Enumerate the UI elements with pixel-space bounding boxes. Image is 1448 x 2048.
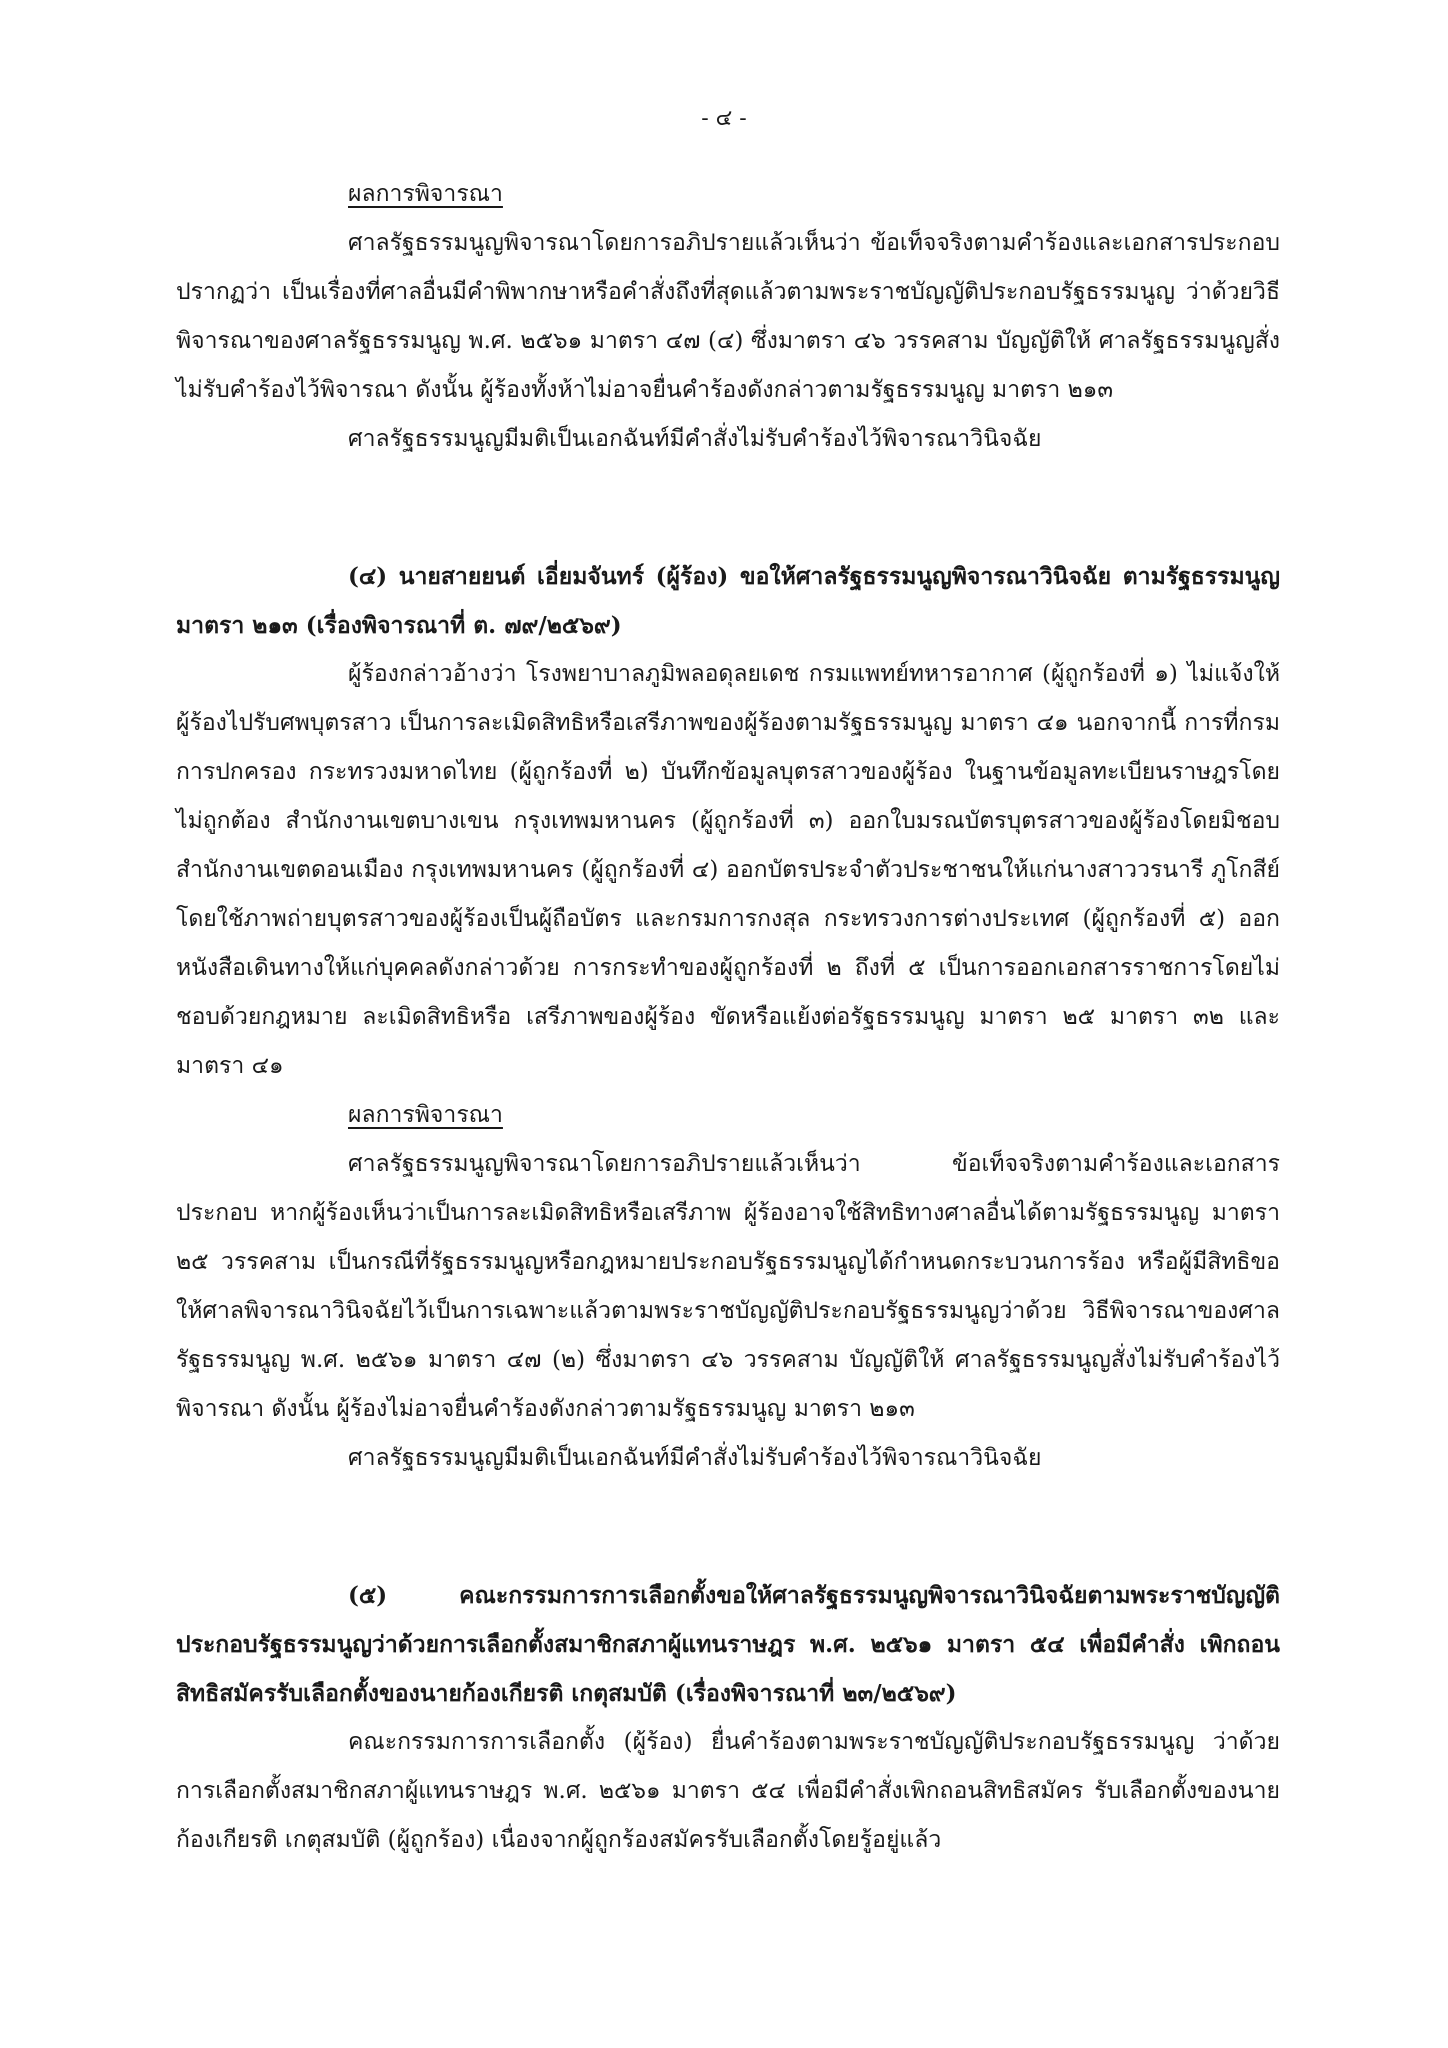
section-heading: ผลการพิจารณา <box>348 1102 503 1128</box>
paragraph: ศาลรัฐธรรมนูญพิจารณาโดยการอภิปรายแล้วเห็นว่า ข้อเท็จจริงตามคำร้องและเอกสาร ประกอบ หากผู้ร้องเห็นว่าเป็นการละเมิดสิทธิหรือเสรีภาพ ผู้ร้องอาจใช้สิทธิทางศาลอื่นได้ตามรัฐธรรมนูญ มาตรา ๒๕ วรรคสาม เป็นกรณีที่รัฐธรรมนูญหรือกฎหมายประกอบรัฐธรรมนูญได้กำหนดกระบวนการร้อง หรือผู้มีสิทธิขอให้ศาลพิจารณาวินิจฉัยไว้เป็นการเฉพาะแล้วตามพระราชบัญญัติประกอบรัฐธรรมนูญว่าด้วย วิธีพิจารณาของศาลรัฐธรรมนูญ พ.ศ. ๒๕๖๑ มาตรา ๔๗ (๒) ซึ่งมาตรา ๔๖ วรรคสาม บัญญัติให้ ศาลรัฐธรรมนูญสั่งไม่รับคำร้องไว้พิจารณา ดังนั้น ผู้ร้องไม่อาจยื่นคำร้องดังกล่าวตามรัฐธรรมนูญ มาตรา ๒๑๓ <box>176 1151 1280 1422</box>
paragraph: ศาลรัฐธรรมนูญพิจารณาโดยการอภิปรายแล้วเห็นว่า ข้อเท็จจริงตามคำร้องและเอกสารประกอบ ปรากฏว่า เป็นเรื่องที่ศาลอื่นมีคำพิพากษาหรือคำสั่งถึงที่สุดแล้วตามพระราชบัญญัติประกอบรัฐธรรมนูญ ว่าด้วยวิธีพิจารณาของศาลรัฐธรรมนูญ พ.ศ. ๒๕๖๑ มาตรา ๔๗ (๔) ซึ่งมาตรา ๔๖ วรรคสาม บัญญัติให้ ศาลรัฐธรรมนูญสั่งไม่รับคำร้องไว้พิจารณา ดังนั้น ผู้ร้องทั้งห้าไม่อาจยื่นคำร้องดังกล่าวตามรัฐธรรมนูญ มาตรา ๒๑๓ <box>176 230 1280 403</box>
conclusion-paragraph: ศาลรัฐธรรมนูญมีมติเป็นเอกฉันท์มีคำสั่งไม่รับคำร้องไว้พิจารณาวินิจฉัย <box>348 1445 1042 1471</box>
paragraph: คณะกรรมการการเลือกตั้ง (ผู้ร้อง) ยื่นคำร้องตามพระราชบัญญัติประกอบรัฐธรรมนูญ ว่าด้วยการเลือกตั้งสมาชิกสภาผู้แทนราษฎร พ.ศ. ๒๕๖๑ มาตรา ๕๔ เพื่อมีคำสั่งเพิกถอนสิทธิสมัคร รับเลือกตั้งของนายก้องเกียรติ เกตุสมบัติ (ผู้ถูกร้อง) เนื่องจากผู้ถูกร้องสมัครรับเลือกตั้งโดยรู้อยู่แล้ว <box>176 1729 1280 1853</box>
case-title: (๔) นายสายยนต์ เอี่ยมจันทร์ (ผู้ร้อง) ขอให้ศาลรัฐธรรมนูญพิจารณาวินิจฉัย ตามรัฐธรรมนูญ มาตรา ๒๑๓ (เรื่องพิจารณาที่ ต. ๗๙/๒๕๖๙) <box>176 563 1280 639</box>
conclusion-paragraph: ศาลรัฐธรรมนูญมีมติเป็นเอกฉันท์มีคำสั่งไม่รับคำร้องไว้พิจารณาวินิจฉัย <box>348 426 1042 452</box>
section-heading: ผลการพิจารณา <box>348 181 503 207</box>
document-body <box>176 170 1280 1865</box>
case-title: (๕) คณะกรรมการการเลือกตั้งขอให้ศาลรัฐธรรมนูญพิจารณาวินิจฉัยตามพระราชบัญญัติ ประกอบรัฐธรรมนูญว่าด้วยการเลือกตั้งสมาชิกสภาผู้แทนราษฎร พ.ศ. ๒๕๖๑ มาตรา ๕๔ เพื่อมีคำสั่ง เพิกถอนสิทธิสมัครรับเลือกตั้งของนายก้องเกียรติ เกตุสมบัติ (เรื่องพิจารณาที่ ๒๓/๒๕๖๙) <box>176 1582 1280 1707</box>
paragraph: ผู้ร้องกล่าวอ้างว่า โรงพยาบาลภูมิพลอดุลยเดช กรมแพทย์ทหารอากาศ (ผู้ถูกร้องที่ ๑) ไม่แจ้งให้ผู้ร้องไปรับศพบุตรสาว เป็นการละเมิดสิทธิหรือเสรีภาพของผู้ร้องตามรัฐธรรมนูญ มาตรา ๔๑ นอกจากนี้ การที่กรมการปกครอง กระทรวงมหาดไทย (ผู้ถูกร้องที่ ๒) บันทึกข้อมูลบุตรสาวของผู้ร้อง ในฐานข้อมูลทะเบียนราษฎรโดยไม่ถูกต้อง สำนักงานเขตบางเขน กรุงเทพมหานคร (ผู้ถูกร้องที่ ๓) ออกใบมรณบัตรบุตรสาวของผู้ร้องโดยมิชอบ สำนักงานเขตดอนเมือง กรุงเทพมหานคร (ผู้ถูกร้องที่ ๔) ออกบัตรประจำตัวประชาชนให้แก่นางสาววรนารี ภูโกสีย์ โดยใช้ภาพถ่ายบุตรสาวของผู้ร้องเป็นผู้ถือบัตร และกรมการกงสุล กระทรวงการต่างประเทศ (ผู้ถูกร้องที่ ๕) ออกหนังสือเดินทางให้แก่บุคคลดังกล่าวด้วย การกระทำของผู้ถูกร้องที่ ๒ ถึงที่ ๕ เป็นการออกเอกสารราชการโดยไม่ชอบด้วยกฎหมาย ละเมิดสิทธิหรือ เสรีภาพของผู้ร้อง ขัดหรือแย้งต่อรัฐธรรมนูญ มาตรา ๒๕ มาตรา ๓๒ และมาตรา ๔๑ <box>176 661 1280 1079</box>
page-number: - ๔ - <box>701 106 747 131</box>
